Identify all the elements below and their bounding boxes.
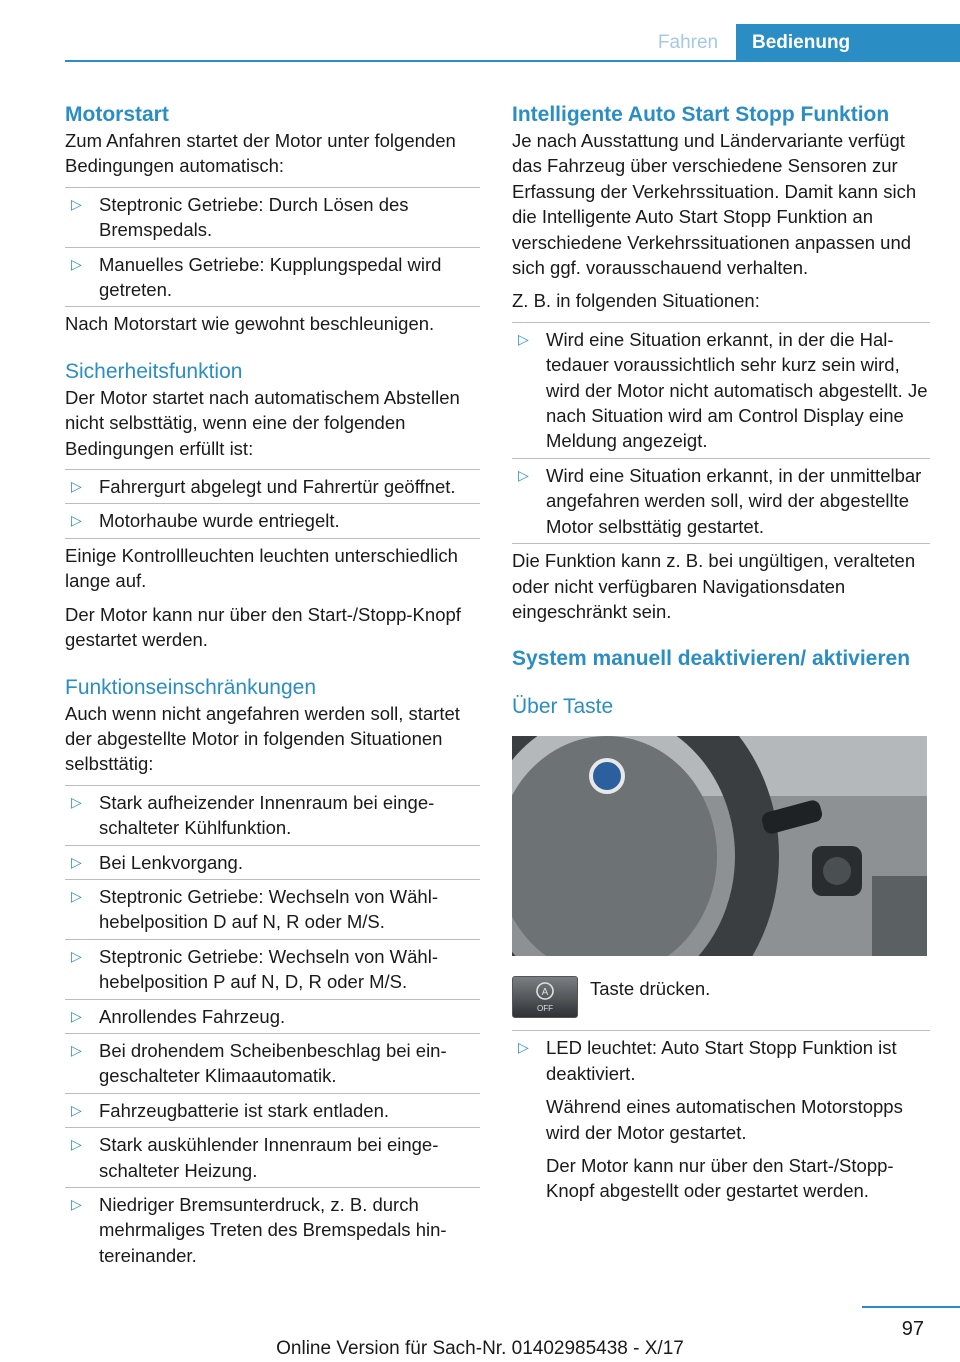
taste-druecken-text: Taste drücken.	[590, 978, 711, 1000]
page-number: 97	[901, 1318, 924, 1340]
section-title-intelligente-auto-start-stopp: Intelligente Auto Start Stopp Funktion	[512, 103, 890, 126]
triangle-bullet-icon: ▷	[71, 1196, 82, 1212]
section-title-sicherheitsfunktion: Sicherheitsfunktion	[65, 359, 243, 383]
list-item: ▷ Bei Lenkvorgang.	[65, 845, 480, 879]
triangle-bullet-icon: ▷	[71, 195, 82, 212]
triangle-bullet-icon: ▷	[71, 947, 82, 964]
triangle-bullet-icon: ▷	[71, 793, 82, 810]
triangle-bullet-icon: ▷	[71, 512, 82, 529]
list-item: ▷ Wird eine Situation erkannt, in der die Haltedauer voraussichtlich sehr kurz sein wird, wird der Motor nicht automatisch abgestellt. Je nach Situation wird am Control Display eine Meldung angezeigt.	[512, 322, 930, 458]
list-item: ▷ LED leuchtet: Auto Start Stopp Funktion ist deaktiviert. Während eines automatischen Motorstopps wird der Motor gestartet. Der Motor kann nur über den Start-/Stopp-Knopf abgestellt oder gestartet werden.	[512, 1030, 930, 1207]
motorstart-list	[65, 187, 480, 307]
section-title-motorstart: Motorstart	[65, 103, 169, 126]
steering-wheel-photo	[512, 736, 927, 956]
svg-text:OFF: OFF	[537, 1004, 553, 1014]
online-version-footer: Online Version für Sach-Nr. 01402985438 - X/17	[276, 1338, 684, 1359]
tab-bedienung[interactable]: Bedienung	[736, 24, 960, 61]
start-stopp-note: Der Motor kann nur über den Start-/Stopp-Knopf gestartet werden.	[65, 603, 461, 651]
triangle-bullet-icon: ▷	[71, 1101, 82, 1118]
list-item: ▷ Motorhaube wurde entriegelt.	[65, 503, 480, 537]
section-title-system-manuell: System manuell deaktivieren/ aktivieren	[512, 647, 911, 671]
triangle-bullet-icon: ▷	[71, 1007, 82, 1024]
sicherheitsfunktion-list	[65, 469, 480, 538]
list-item: ▷ Steptronic Getriebe: Wechseln von Wählhebelposition P auf N, D, R oder M/S.	[65, 939, 480, 999]
navigationsdaten-note: Die Funktion kann z. B. bei ungültigen, veralteten oder nicht verfügbaren Navigationsdaten eingeschränkt sein.	[512, 543, 930, 624]
footer-rule	[862, 1306, 960, 1308]
list-item: ▷ Stark auskühlender Innenraum bei eingeschalteter Heizung.	[65, 1127, 480, 1187]
triangle-bullet-icon: ▷	[518, 1039, 529, 1056]
auto-start-stopp-off-button-icon[interactable]	[512, 976, 578, 1018]
intelligente-intro: Je nach Ausstattung und Ländervariante verfügt das Fahrzeug über verschiedene Sensoren zur Erfassung der Verkehrssituation. Damit kann sich die Intelligente Auto Start Stopp Funktion an verschiedene Verkehrssituationen anpassen und sich ggf. vorausschauend verhalten.	[512, 130, 917, 279]
sicherheitsfunktion-intro: Der Motor startet nach automatischem Abstellen nicht selbsttätig, wenn eine der folgenden Bedingungen erfüllt ist:	[65, 386, 460, 459]
list-item: ▷ Steptronic Getriebe: Durch Lösen des Bremspedals.	[65, 187, 480, 247]
list-item: ▷ Stark aufheizender Innenraum bei eingeschalteter Kühlfunktion.	[65, 785, 480, 845]
situationen-lead: Z. B. in folgenden Situationen:	[512, 290, 760, 312]
motorstart-intro: Zum Anfahren startet der Motor unter folgenden Bedingungen automatisch:	[65, 130, 456, 177]
triangle-bullet-icon: ▷	[71, 255, 82, 272]
situationen-list	[512, 322, 930, 543]
funktionseinschraenkungen-intro: Auch wenn nicht angefahren werden soll, startet der abgestellte Motor in folgenden Situationen selbsttätig:	[65, 702, 460, 775]
triangle-bullet-icon: ▷	[71, 1136, 82, 1153]
list-item: ▷ Fahrergurt abgelegt und Fahrertür geöffnet.	[65, 469, 480, 503]
svg-text:A: A	[541, 987, 549, 999]
triangle-bullet-icon: ▷	[71, 1041, 82, 1058]
tab-fahren[interactable]: Fahren	[657, 32, 719, 53]
left-column	[65, 102, 480, 1272]
list-item: ▷ Bei drohendem Scheibenbeschlag bei eingeschalteter Klimaautomatik.	[65, 1033, 480, 1093]
list-item: ▷ Niedriger Bremsunterdruck, z. B. durch mehrmaliges Treten des Bremspedals hintereinander.	[65, 1187, 480, 1272]
list-item: ▷ Anrollendes Fahrzeug.	[65, 999, 480, 1033]
funktionseinschraenkungen-list	[65, 785, 480, 1273]
triangle-bullet-icon: ▷	[71, 478, 82, 495]
section-title-funktionseinschraenkungen: Funktionseinschränkungen	[65, 675, 316, 699]
header-rule	[65, 60, 960, 62]
steering-wheel-illustration	[512, 736, 927, 956]
list-item: ▷ Fahrzeugbatterie ist stark entladen.	[65, 1093, 480, 1127]
kontrollleuchten-note: Einige Kontrollleuchten leuchten unterschiedlich lange auf.	[65, 538, 480, 594]
triangle-bullet-icon: ▷	[518, 466, 529, 483]
right-column	[512, 102, 930, 1208]
list-item: ▷ Wird eine Situation erkannt, in der unmittelbar angefahren werden soll, wird der abgestellte Motor selbsttätig gestartet.	[512, 458, 930, 543]
triangle-bullet-icon: ▷	[71, 853, 82, 870]
section-subtitle-ueber-taste: Über Taste	[512, 695, 614, 719]
motorstart-outro: Nach Motorstart wie gewohnt beschleunigen.	[65, 306, 480, 336]
triangle-bullet-icon: ▷	[518, 330, 529, 347]
led-list	[512, 1030, 930, 1207]
list-item: ▷ Manuelles Getriebe: Kupplungspedal wird getreten.	[65, 247, 480, 307]
bmw-logo-icon	[591, 760, 623, 792]
triangle-bullet-icon: ▷	[71, 887, 82, 904]
auto-start-stopp-symbol-icon	[513, 977, 577, 1017]
list-item: ▷ Steptronic Getriebe: Wechseln von Wählhebelposition D auf N, R oder M/S.	[65, 879, 480, 939]
